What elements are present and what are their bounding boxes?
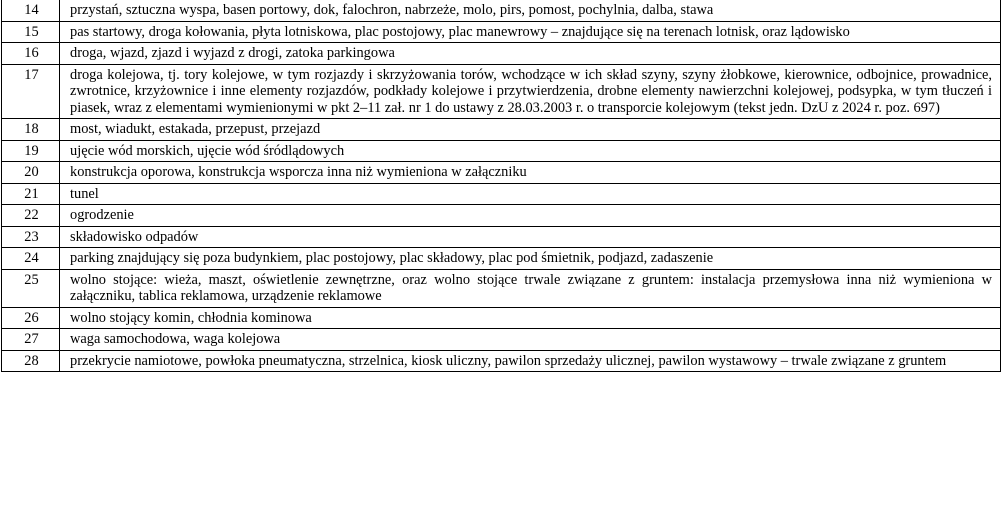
row-number: 18 xyxy=(2,119,60,141)
table-row xyxy=(2,205,1001,227)
row-description: przekrycie namiotowe, powłoka pneumatyczna, strzelnica, kiosk uliczny, pawilon sprzedaży ulicznej, pawilon wystawowy – trwale związane z gruntem xyxy=(60,350,1001,372)
table-row xyxy=(2,162,1001,184)
row-number: 22 xyxy=(2,205,60,227)
row-description: pas startowy, droga kołowania, płyta lotniskowa, plac postojowy, plac manewrowy – znajdujące się na terenach lotnisk, oraz lądowisko xyxy=(60,21,1001,43)
row-number: 17 xyxy=(2,64,60,119)
row-number: 15 xyxy=(2,21,60,43)
row-description: wolno stojące: wieża, maszt, oświetlenie zewnętrzne, oraz wolno stojące trwale związane z gruntem: instalacja przemysłowa inna niż wymieniona w załączniku, tablica reklamowa, urządzenie reklamowe xyxy=(60,269,1001,307)
row-number: 20 xyxy=(2,162,60,184)
row-number: 26 xyxy=(2,307,60,329)
row-description: przystań, sztuczna wyspa, basen portowy, dok, falochron, nabrzeże, molo, pirs, pomost, pochylnia, dalba, stawa xyxy=(60,0,1001,21)
row-number: 24 xyxy=(2,248,60,270)
row-description: parking znajdujący się poza budynkiem, plac postojowy, plac składowy, plac pod śmietnik, podjazd, zadaszenie xyxy=(60,248,1001,270)
row-number: 28 xyxy=(2,350,60,372)
row-description: droga kolejowa, tj. tory kolejowe, w tym rozjazdy i skrzyżowania torów, wchodzące w ich skład szyny, szyny żłobkowe, kierownice, odbojnice, prowadnice, zwrotnice, krzyżownice i inne elementy rozjazdów, podkłady kolejowe i przytwierdzenia, drobne elementy nawierzchni kolejowej, podsypka, w tym tłuczeń i piasek, wraz z elementami wymienionymi w pkt 2–11 zał. nr 1 do ustawy z 28.03.2003 r. o transporcie kolejowym (tekst jedn. DzU z 2024 r. poz. 697) xyxy=(60,64,1001,119)
row-number: 27 xyxy=(2,329,60,351)
table-row xyxy=(2,226,1001,248)
table-body xyxy=(2,0,1001,372)
row-description: waga samochodowa, waga kolejowa xyxy=(60,329,1001,351)
row-description: droga, wjazd, zjazd i wyjazd z drogi, zatoka parkingowa xyxy=(60,43,1001,65)
table-row xyxy=(2,269,1001,307)
table-row xyxy=(2,307,1001,329)
row-description: most, wiadukt, estakada, przepust, przejazd xyxy=(60,119,1001,141)
table-row xyxy=(2,119,1001,141)
table-row xyxy=(2,350,1001,372)
table-row xyxy=(2,43,1001,65)
row-number: 16 xyxy=(2,43,60,65)
row-description: ujęcie wód morskich, ujęcie wód śródlądowych xyxy=(60,140,1001,162)
row-number: 21 xyxy=(2,183,60,205)
table-row xyxy=(2,248,1001,270)
row-description: składowisko odpadów xyxy=(60,226,1001,248)
row-description: konstrukcja oporowa, konstrukcja wsporcza inna niż wymieniona w załączniku xyxy=(60,162,1001,184)
row-description: ogrodzenie xyxy=(60,205,1001,227)
building-types-table xyxy=(1,0,1001,372)
table-row xyxy=(2,183,1001,205)
row-description: tunel xyxy=(60,183,1001,205)
row-description: wolno stojący komin, chłodnia kominowa xyxy=(60,307,1001,329)
table-row xyxy=(2,21,1001,43)
row-number: 23 xyxy=(2,226,60,248)
row-number: 19 xyxy=(2,140,60,162)
table-row xyxy=(2,64,1001,119)
row-number: 14 xyxy=(2,0,60,21)
row-number: 25 xyxy=(2,269,60,307)
table-row xyxy=(2,0,1001,21)
table-row xyxy=(2,140,1001,162)
table-row xyxy=(2,329,1001,351)
